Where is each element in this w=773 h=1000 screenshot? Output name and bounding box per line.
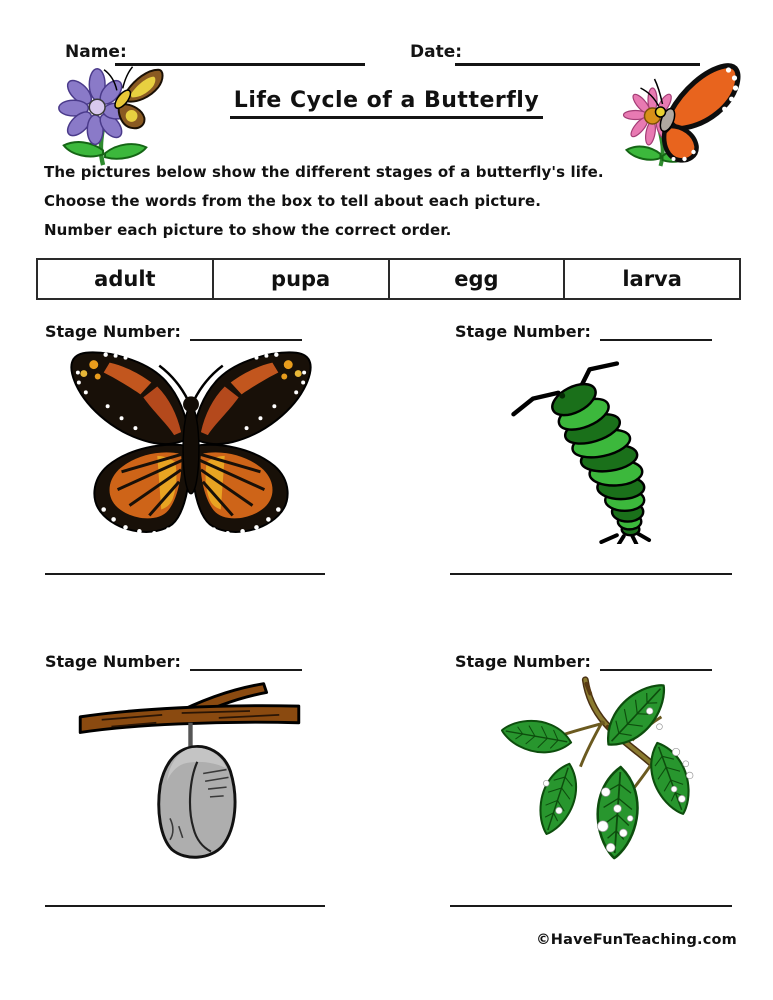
instruction-line-2: Choose the words from the box to tell about each picture. bbox=[44, 192, 542, 210]
stage-4-header bbox=[455, 652, 712, 671]
stage-1-header bbox=[45, 322, 302, 341]
stage-2-word-blank[interactable] bbox=[450, 571, 732, 575]
stage-2-label: Stage Number: bbox=[455, 322, 591, 341]
stage-3-number-blank[interactable] bbox=[190, 653, 302, 671]
stage-1-number-blank[interactable] bbox=[190, 323, 302, 341]
stage-3-word-blank[interactable] bbox=[45, 903, 325, 907]
stage-3-header bbox=[45, 652, 302, 671]
stage-2-number-blank[interactable] bbox=[600, 323, 712, 341]
word-bank-word-egg: egg bbox=[388, 260, 564, 298]
instruction-line-1: The pictures below show the different stages of a butterfly's life. bbox=[44, 163, 604, 181]
instruction-line-3: Number each picture to show the correct order. bbox=[44, 221, 452, 239]
instructions bbox=[44, 158, 604, 245]
stage-4-label: Stage Number: bbox=[455, 652, 591, 671]
stage-1-word-blank[interactable] bbox=[45, 571, 325, 575]
stage-1-label: Stage Number: bbox=[45, 322, 181, 341]
stage-3-label: Stage Number: bbox=[45, 652, 181, 671]
eggs-on-leaves-image bbox=[485, 674, 710, 874]
chrysalis-image bbox=[72, 672, 307, 872]
title-row bbox=[0, 88, 773, 119]
name-label: Name: bbox=[65, 42, 127, 62]
copyright-text: ©HaveFunTeaching.com bbox=[536, 932, 737, 948]
word-bank-word-pupa: pupa bbox=[212, 260, 388, 298]
stage-4-number-blank[interactable] bbox=[600, 653, 712, 671]
stage-2-header bbox=[455, 322, 712, 341]
date-label: Date: bbox=[410, 42, 463, 62]
word-bank-word-larva: larva bbox=[563, 260, 739, 298]
stage-4-word-blank[interactable] bbox=[450, 903, 732, 907]
caterpillar-image bbox=[490, 344, 695, 544]
adult-butterfly-image bbox=[62, 342, 320, 547]
word-bank-word-adult: adult bbox=[94, 267, 156, 291]
page-title: Life Cycle of a Butterfly bbox=[230, 88, 543, 119]
word-bank bbox=[36, 258, 741, 300]
